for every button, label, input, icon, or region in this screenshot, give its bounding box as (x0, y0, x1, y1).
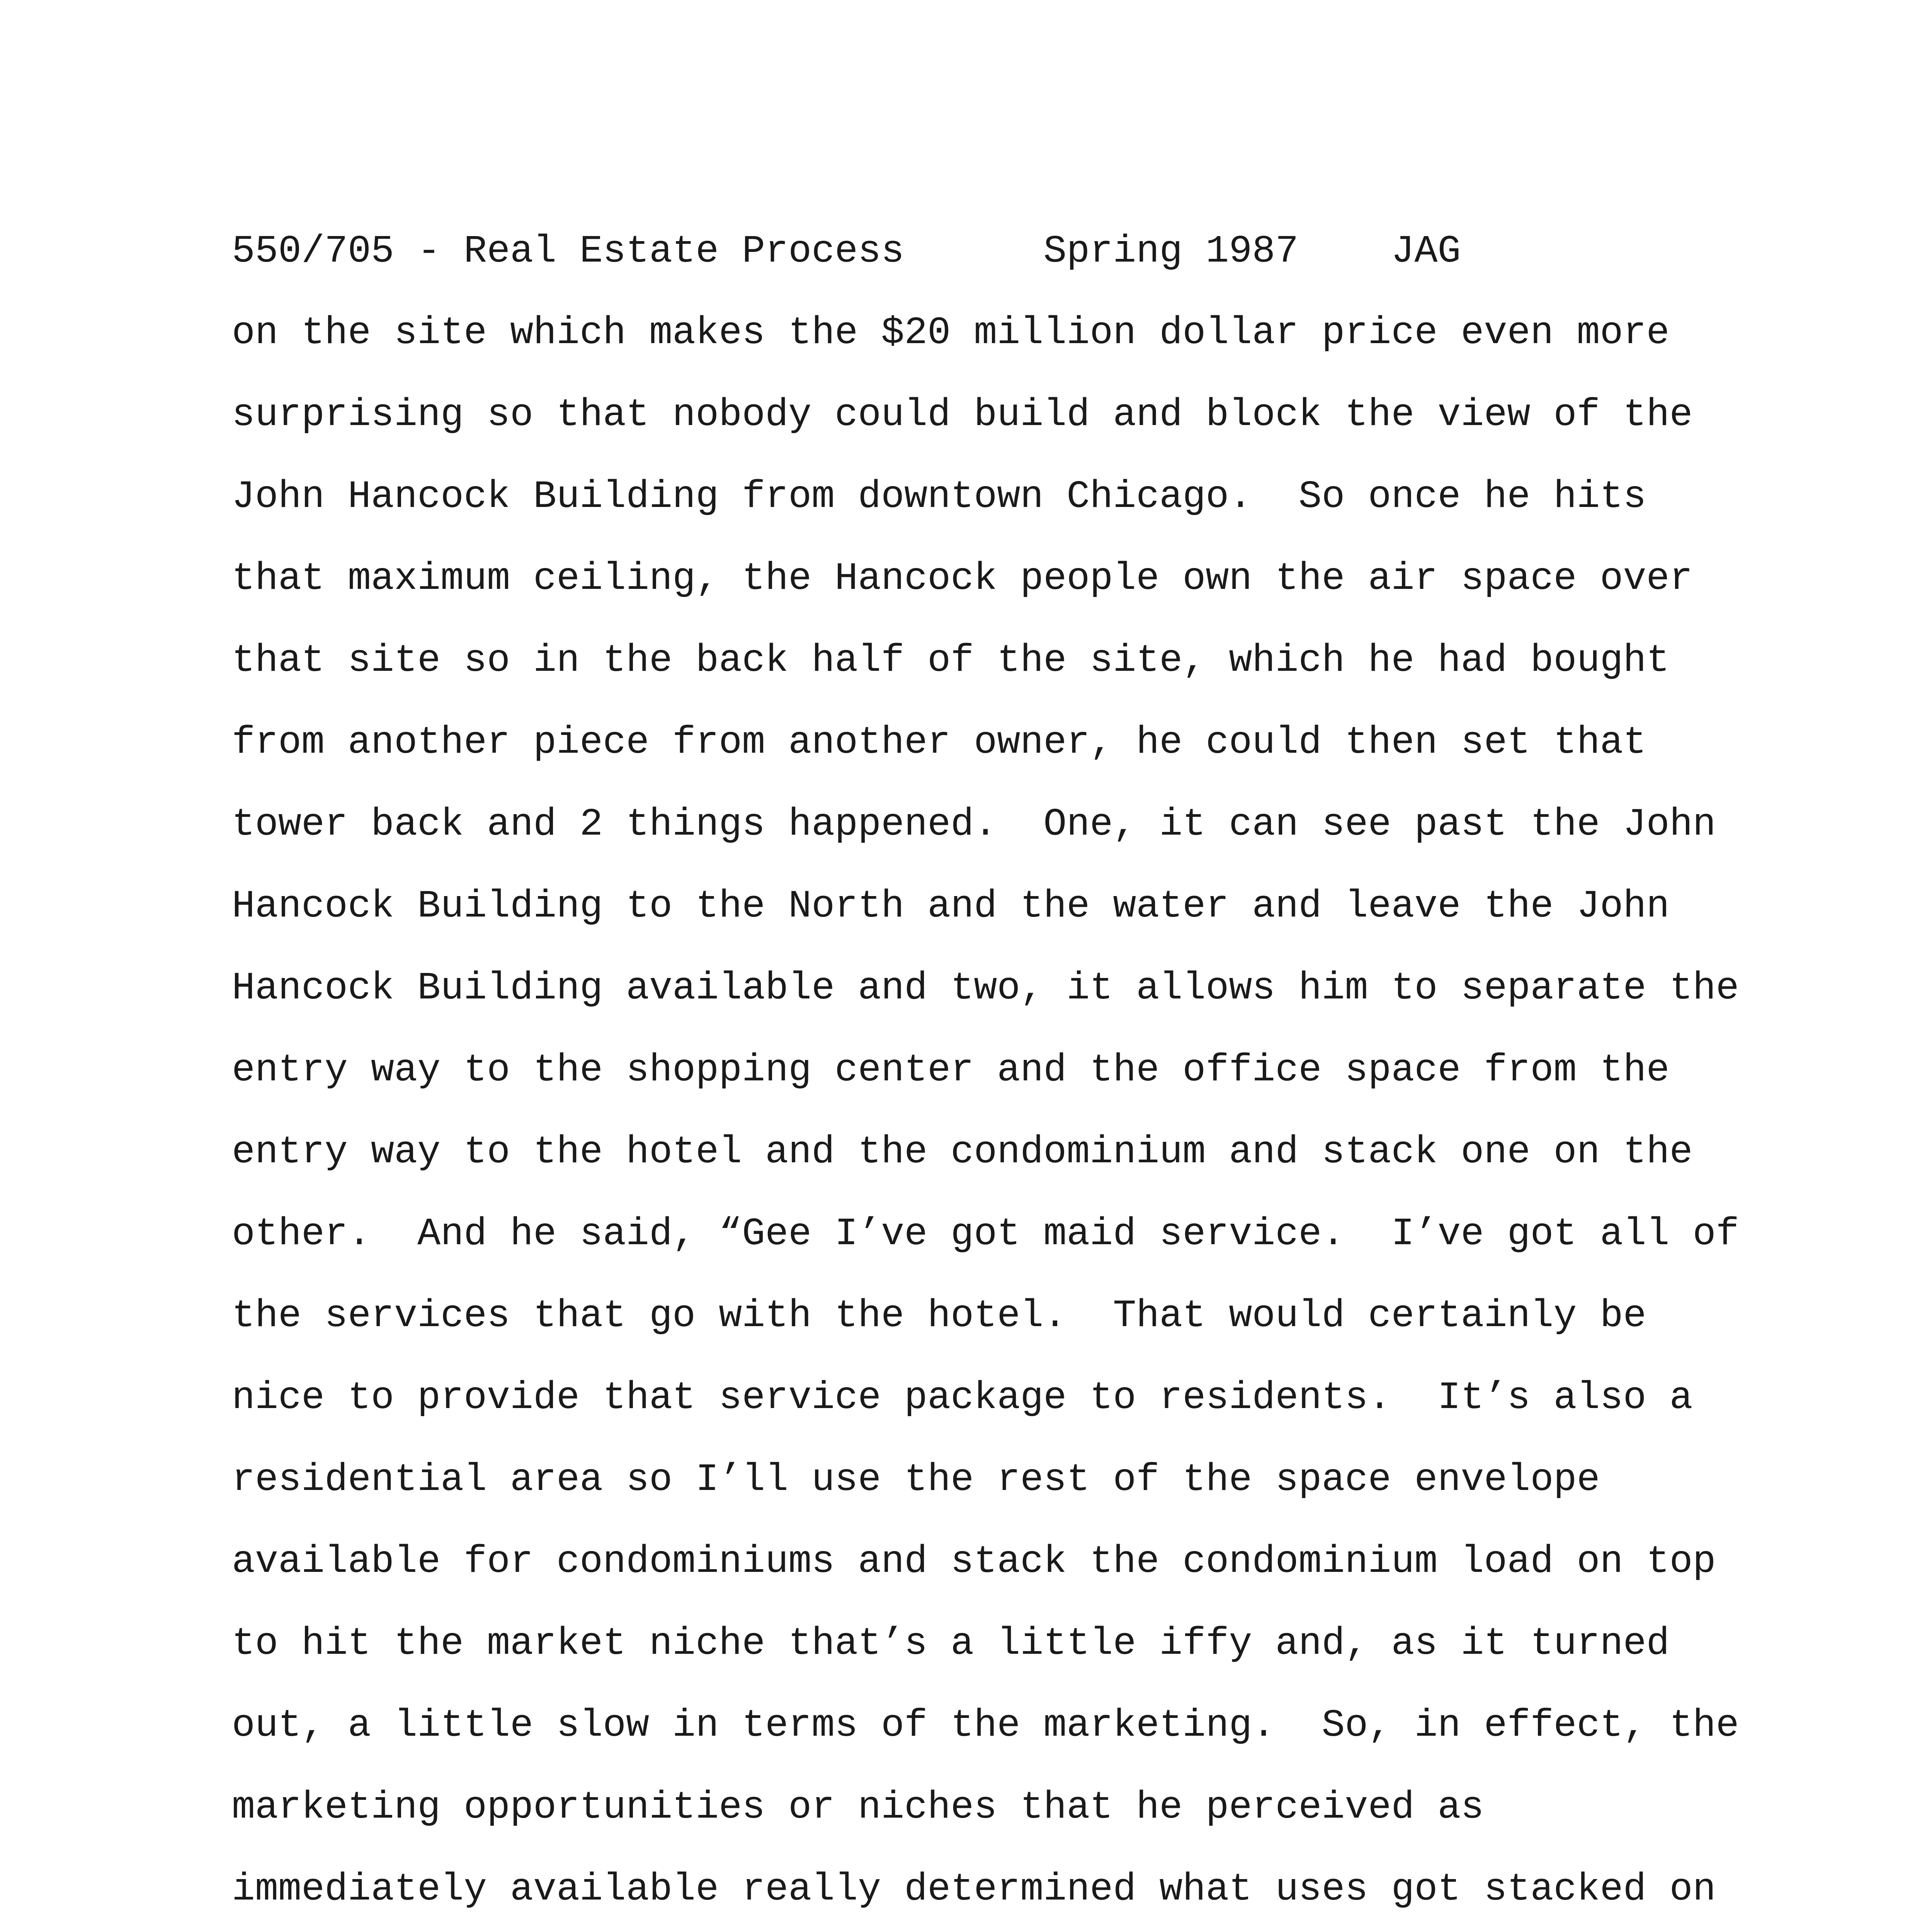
text-line: nice to provide that service package to residents. It’s also a (232, 1376, 1693, 1420)
text-line: Hancock Building available and two, it allows him to separate the (232, 967, 1739, 1010)
text-line: John Hancock Building from downtown Chicago. So once he hits (232, 475, 1646, 519)
text-line: out, a little slow in terms of the marketing. So, in effect, the (232, 1704, 1739, 1748)
page-header: 550/705 - Real Estate Process Spring 1987 JAG (232, 230, 1461, 274)
text-line: entry way to the hotel and the condominium and stack one on the (232, 1131, 1693, 1174)
text-line: the services that go with the hotel. That would certainly be (232, 1294, 1646, 1338)
text-line: entry way to the shopping center and the office space from the (232, 1049, 1670, 1092)
text-line: to hit the market niche that’s a little iffy and, as it turned (232, 1622, 1670, 1666)
text-line: that site so in the back half of the site, which he had bought (232, 639, 1670, 683)
text-line: available for condominiums and stack the condominium load on top (232, 1540, 1716, 1584)
text-line: surprising so that nobody could build and block the view of the (232, 393, 1693, 437)
text-line: other. And he said, “Gee I’ve got maid service. I’ve got all of (232, 1213, 1739, 1256)
text-line: immediately available really determined what uses got stacked on (232, 1868, 1716, 1912)
text-line: on the site which makes the $20 million dollar price even more (232, 311, 1670, 355)
text-line: Hancock Building to the North and the water and leave the John (232, 885, 1670, 929)
text-line: that maximum ceiling, the Hancock people own the air space over (232, 557, 1693, 601)
text-line: marketing opportunities or niches that he perceived as (232, 1786, 1484, 1830)
transcript-body (232, 303, 1932, 1932)
text-line: tower back and 2 things happened. One, it can see past the John (232, 803, 1716, 847)
text-line: from another piece from another owner, he could then set that (232, 721, 1646, 765)
text-line: residential area so I’ll use the rest of the space envelope (232, 1458, 1600, 1502)
